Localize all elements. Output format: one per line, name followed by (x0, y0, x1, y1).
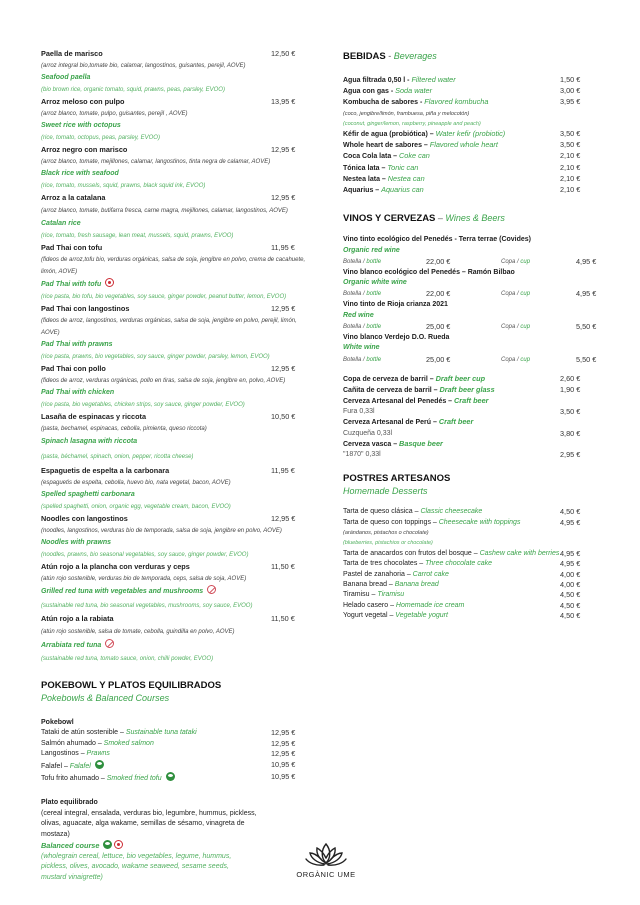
drink-name: Agua filtrada 0,50 l - (343, 77, 412, 84)
beer-sub-item (343, 407, 601, 417)
vegan-icon (166, 772, 175, 781)
cup-label-group (501, 354, 530, 366)
dessert-price: 4,50 € (560, 600, 581, 610)
dish-english-description: (rice, tomato, mussels, squid, prawns, black squid ink, EVOO) (41, 183, 206, 189)
dish-english-name: Black rice with seafood (41, 170, 119, 177)
cup-price: 5,50 € (576, 354, 597, 364)
cup-price: 5,50 € (576, 322, 597, 332)
beer-english-name: Craft beer (438, 417, 474, 427)
dish-name: Atún rojo a la plancha con verduras y ceps (41, 562, 190, 571)
dessert-english-name: Vegetable yogurt (395, 612, 448, 620)
plato-description: (cereal integral, ensalada, verduras bio, legumbre, hummus, pickless, olivas, aguacate, alga wakame, semillas de sésamo, vinagreta de mostaza) (41, 809, 257, 838)
dish-price: 12,95 € (271, 364, 296, 373)
dish-english-description: (pasta, béchamel, spinach, onion, pepper, ricotta cheese) (41, 454, 194, 460)
drink-price: 2,10 € (560, 162, 581, 172)
drink-price: 3,00 € (560, 86, 581, 96)
drink-price: 2,10 € (560, 185, 581, 195)
beer-item (343, 417, 601, 428)
section-subtitle: Wines & Beers (445, 213, 505, 224)
dish-price: 11,95 € (271, 243, 295, 252)
beer-sub-item (343, 429, 601, 439)
dish-price: 11,50 € (271, 562, 295, 571)
dish-description: (fideos de arroz,tofu bio, verduras orgánicas, salsa de soja, jengibre en polvo, crema de cacahuete, limón, AOVE) (41, 257, 306, 275)
beer-brand: Cuzqueña 0,33l (343, 429, 393, 437)
drink-english-name: Tonic can (387, 162, 419, 172)
dish-description: (atún rojo sostenible, salsa de tomate, cebolla, guindilla en polvo, AOVE) (41, 629, 235, 635)
dish-english-name-row (41, 585, 309, 599)
beer-price: 3,50 € (560, 407, 581, 417)
dish-name: Noodles con langostinos (41, 514, 128, 523)
item-english-name: Smoked fried tofu (106, 775, 162, 783)
section-title: POSTRES ARTESANOS (343, 473, 451, 485)
dish-noodles (41, 513, 309, 561)
pokebowl-item (41, 739, 309, 749)
dessert-item (343, 549, 601, 559)
drink-english-name: Flavored whole heart (429, 140, 498, 150)
dish-price: 12,95 € (271, 514, 296, 523)
dessert-english-name: Three chocolate cake (425, 560, 493, 568)
cup-label-en: cup (520, 356, 531, 363)
cup-label: Copa / (501, 291, 521, 298)
cup-label-group (501, 288, 530, 300)
dish-english-description: (rice pasta, bio tofu, bio vegetables, soy sauce, ginger powder, peanut butter, lemon, EVOO) (41, 294, 287, 300)
left-column (41, 48, 309, 883)
drink-price: 2,10 € (560, 151, 581, 161)
wine-english-name: Organic white wine (343, 279, 407, 287)
item-name: Falafel – (41, 762, 70, 770)
dessert-price: 4,50 € (560, 611, 581, 621)
drink-name: Nestea lata – (343, 175, 388, 183)
beer-name: Copa de cerveza de barril – (343, 375, 436, 383)
beer-price: 2,60 € (560, 373, 581, 383)
dish-english-description: (noodles, prawns, bio seasonal vegetables, soy sauce, ginger powder, EVOO) (41, 552, 249, 558)
dish-english-name: Spinach lasagna with riccota (41, 438, 138, 445)
dessert-description: (arándanos, pistachos o chocolate) (343, 530, 429, 537)
item-name: Salmón ahumado – (41, 739, 104, 747)
dessert-price: 4,95 € (560, 517, 581, 527)
plato-english-description: (wholegrain cereal, lettuce, bio vegetables, legume, hummus, pickless, olives, avocado, wakame seaweed, sesame seeds, mustard vinaigrette) (41, 853, 232, 881)
item-english-name: Prawns (86, 750, 110, 758)
wine-name: Vino tinto de Rioja crianza 2021 (343, 301, 448, 309)
dessert-item (343, 570, 601, 580)
logo-text: ORGÀNIC UME (296, 870, 356, 879)
drink-description: (coco, jengibre/limón, frambuesa, piña y melocotón) (343, 110, 470, 117)
wine-item (343, 268, 601, 301)
drink-item (343, 75, 601, 86)
dish-atun-rabiata (41, 613, 309, 665)
bottle-label-en: bottle (366, 356, 382, 363)
drink-item (343, 185, 601, 196)
cup-label-en: cup (520, 324, 531, 331)
dish-name: Pad Thai con langostinos (41, 304, 130, 313)
dish-arroz-negro (41, 144, 309, 192)
cup-label-en: cup (520, 258, 531, 265)
drink-name: Agua con gas - (343, 88, 396, 96)
dessert-name: Tarta de anacardos con frutos del bosque – (343, 549, 480, 557)
dessert-name: Banana bread – (343, 581, 395, 589)
item-english-name: Falafel (69, 762, 91, 770)
bottle-label-en: bottle (366, 324, 382, 331)
dish-english-description: (sustainable red tuna, bio seasonal vegetables, mushrooms, soy sauce, EVOO) (41, 603, 253, 609)
dish-paella-de-marisco (41, 48, 309, 96)
drink-english-description: (coconut, ginger/lemon, raspberry, pineapple and peach) (343, 120, 481, 127)
dish-pad-thai-pollo (41, 363, 309, 411)
item-name: Tataki de atún sostenible – (41, 729, 126, 737)
dish-english-name: Noodles with prawns (41, 539, 112, 546)
dish-description: (pasta, bechamel, espinacas, cebolla, pimienta, queso riccota) (41, 426, 207, 432)
dessert-english-description: (blueberries, pistachios or chocolate) (343, 540, 433, 547)
vegan-icon (95, 760, 104, 769)
beer-item (343, 374, 601, 385)
dessert-english-name: Carrot cake (412, 570, 449, 578)
cup-label-group (501, 256, 530, 268)
dessert-english-name: Cheesecake with toppings (438, 518, 521, 526)
cup-label: Copa / (501, 324, 521, 331)
bottle-label: Botella / (343, 356, 367, 363)
beer-sub-item (343, 450, 601, 460)
dish-english-name: Pad Thai with chicken (41, 389, 115, 396)
dessert-price: 4,95 € (560, 559, 581, 569)
drink-item (343, 140, 601, 151)
drink-english-name: Flavored kombucha (424, 97, 489, 107)
item-english-name: Sustainable tuna tataki (125, 729, 197, 737)
separator: – (435, 213, 446, 224)
dish-espaguetis (41, 465, 309, 513)
dessert-name: Helado casero – (343, 601, 396, 609)
beer-name: Cerveza Artesanal de Perú – (343, 419, 439, 427)
dessert-name: Pastel de zanahoria – (343, 570, 413, 578)
dish-name: Espaguetis de espelta a la carbonara (41, 466, 170, 475)
dish-english-description: (rice, tomato, octopus, peas, parsley, EVOO) (41, 135, 160, 141)
bebidas-section (343, 50, 601, 196)
section-title: BEBIDAS (343, 51, 386, 62)
dish-description: (arroz integral bio,tomate bio, calamar, langostinos, guisantes, perejil, AOVE) (41, 63, 246, 69)
dish-price: 11,95 € (271, 466, 295, 475)
bottle-label: Botella / (343, 258, 367, 265)
dessert-price: 4,95 € (560, 548, 581, 558)
pokebowl-section (41, 679, 309, 883)
wine-prices (343, 321, 601, 333)
restaurant-logo (290, 840, 362, 879)
pokebowl-item (41, 728, 309, 738)
dish-english-description: (rice pasta, prawns, bio vegetables, soy sauce, ginger powder, parsley, lemon, EVOO) (41, 354, 270, 360)
dish-english-description: (rice, tomato, fresh sausage, lean meat, mussels, squid, prawns, EVOO) (41, 233, 234, 239)
nut-allergen-icon (114, 840, 123, 849)
no-fishing-icon (105, 639, 114, 648)
nut-allergen-icon (105, 278, 114, 287)
dish-price: 12,95 € (271, 145, 296, 154)
drink-name: Aquarius – (343, 187, 382, 195)
drink-name: Kéfir de agua (probiótica) – (343, 131, 436, 139)
dish-name: Arroz negro con marisco (41, 145, 128, 154)
wine-english-name: White wine (343, 344, 380, 352)
vinos-section (343, 212, 601, 460)
dessert-item (343, 601, 601, 611)
dish-name: Pad Thai con tofu (41, 243, 103, 252)
drink-price: 3,95 € (560, 97, 581, 107)
section-title: VINOS Y CERVEZAS (343, 213, 436, 225)
drink-english-name: Filtered water (411, 75, 456, 84)
dish-english-name: Sweet rice with octopus (41, 122, 121, 129)
drink-item (343, 163, 601, 174)
drink-name: Tónica lata – (343, 164, 388, 172)
wine-name: Vino blanco Verdejo D.O. Rueda (343, 334, 450, 342)
dish-description: (fideos de arroz, langostinos, verduras orgánicas, salsa de soja, jengibre en polvo, perejil, limón, AOVE) (41, 318, 297, 336)
section-subtitle: Beverages (393, 51, 437, 61)
drink-english-name: Soda water (395, 86, 433, 96)
drink-price: 2,10 € (560, 173, 581, 183)
dish-english-name: Arrabiata red tuna (41, 642, 102, 649)
wine-item (343, 235, 601, 268)
dish-english-name: Seafood paella (41, 74, 91, 81)
dish-description: (espaguetis de espelta, cebolla, huevo bio, nata vegetal, bacon, AOVE) (41, 480, 231, 486)
bottle-price: 22,00 € (426, 289, 451, 299)
drink-english-name: Coke can (399, 151, 430, 161)
dish-name: Pad Thai con pollo (41, 364, 106, 373)
drink-item (343, 86, 601, 97)
beer-english-name: Craft beer (454, 396, 489, 406)
bottle-price: 25,00 € (426, 354, 451, 364)
cup-label: Copa / (501, 258, 521, 265)
beer-price: 3,80 € (560, 428, 581, 438)
bottle-label: Botella / (343, 291, 367, 298)
dish-english-description: (rice pasta, bio vegetables, chicken strips, soy sauce, ginger powder, EVOO) (41, 402, 245, 408)
dish-english-name-row (41, 278, 309, 291)
drink-english-name: Water kefir (probiotic) (435, 129, 506, 139)
beer-brand: Fura 0,33l (343, 408, 375, 416)
dessert-name: Tarta de queso clásica – (343, 508, 421, 516)
dish-english-description: (sustainable red tuna, tomato sauce, onion, chilli powder, EVOO) (41, 656, 214, 662)
drink-item (343, 151, 601, 162)
drink-name: Kombucha de sabores - (343, 99, 425, 107)
beer-price: 1,90 € (560, 384, 581, 394)
pokebowl-heading: Pokebowl (41, 719, 74, 726)
plato-english-name: Balanced course (41, 841, 100, 851)
dish-arroz-meloso (41, 96, 309, 144)
beer-english-name: Draft beer glass (439, 384, 495, 394)
plato-equilibrado (41, 798, 309, 883)
drink-item (343, 129, 601, 140)
dessert-price: 4,50 € (560, 590, 581, 600)
separator: - (385, 51, 394, 61)
dish-english-name: Catalan rice (41, 220, 81, 227)
dish-price: 12,95 € (271, 304, 296, 313)
dish-name: Lasaña de espinacas y riccota (41, 412, 147, 421)
dessert-name: Tarta de tres chocolates – (343, 560, 426, 568)
plato-english-row (41, 840, 309, 852)
bottle-label: Botella / (343, 324, 367, 331)
dish-english-description: (spelled spaghetti, onion, organic egg, vegetable cream, bacon, EVOO) (41, 504, 231, 510)
beer-english-name: Basque beer (399, 438, 443, 448)
section-subtitle: Pokebowls & Balanced Courses (41, 693, 170, 703)
cup-price: 4,95 € (576, 256, 597, 266)
beer-name: Cañita de cerveza de barril – (343, 386, 440, 394)
beer-brand: "1870" 0,33l (343, 451, 381, 459)
dish-name: Atún rojo a la rabiata (41, 614, 114, 623)
dish-english-description: (bio brown rice, organic tomato, squid, prawns, peas, parsley, EVOO) (41, 87, 225, 93)
dessert-price: 4,00 € (560, 580, 581, 590)
plato-heading: Plato equilibrado (41, 799, 98, 807)
beer-price: 2,95 € (560, 450, 581, 460)
lotus-icon (304, 840, 348, 868)
vegan-icon (103, 840, 112, 849)
dessert-item (343, 590, 601, 600)
wine-prices (343, 354, 601, 366)
drink-price: 3,50 € (560, 140, 581, 150)
dish-price: 12,50 € (271, 49, 296, 58)
wine-name: Vino tinto ecológico del Penedés - Terra terrae (Covides) (343, 236, 532, 244)
drink-price: 3,50 € (560, 129, 581, 139)
drink-english-name: Nestea can (387, 173, 425, 183)
drink-price: 1,50 € (560, 75, 581, 84)
dish-description: (arroz blanco, tomate, butifarra fresca, carne magra, mejillones, calamar, langostinos, AOVE) (41, 208, 288, 214)
dessert-item (343, 580, 601, 590)
dessert-english-name: Classic cheesecake (420, 508, 483, 516)
beer-english-name: Draft beer cup (435, 373, 486, 383)
item-name: Tofu frito ahumado – (41, 775, 107, 783)
dish-description: (arroz blanco, tomate, mejillones, calamar, langostinos, tinta negra de calamar, AOVE) (41, 159, 271, 165)
bottle-label-en: bottle (366, 258, 382, 265)
dish-price: 13,95 € (271, 97, 296, 106)
right-column (343, 50, 601, 622)
cup-price: 4,95 € (576, 289, 597, 299)
item-price: 12,95 € (271, 738, 296, 748)
wine-english-name: Red wine (343, 311, 374, 319)
wine-item (343, 333, 601, 366)
dish-pad-thai-tofu (41, 242, 309, 303)
item-price: 12,95 € (271, 749, 296, 759)
dish-english-name: Grilled red tuna with vegetables and mushrooms (41, 588, 204, 595)
dish-price: 12,95 € (271, 193, 296, 202)
drink-item (343, 174, 601, 185)
dish-price: 10,50 € (271, 412, 296, 421)
item-english-name: Smoked salmon (103, 739, 154, 747)
dish-lasana (41, 411, 309, 465)
drink-name: Coca Cola lata – (343, 153, 400, 161)
dish-description: (fideos de arroz, verduras orgánicas, pollo en tiras, salsa de soja, jengibre en, polvo, AOVE) (41, 378, 286, 384)
wine-prices (343, 288, 601, 300)
dessert-price: 4,00 € (560, 569, 581, 579)
dessert-item (343, 518, 601, 528)
item-price: 12,95 € (271, 728, 296, 738)
dessert-name: Tiramisu – (343, 591, 378, 599)
bottle-price: 25,00 € (426, 322, 451, 332)
dessert-english-name: Banana bread (394, 581, 439, 589)
section-title-row (343, 212, 601, 225)
dish-english-name: Pad Thai with tofu (41, 281, 102, 288)
dessert-name: Tarta de queso con toppings – (343, 518, 439, 526)
cup-label-en: cup (520, 291, 531, 298)
beer-item (343, 396, 601, 407)
dessert-name: Yogurt vegetal – (343, 612, 396, 620)
dessert-price: 4,50 € (560, 507, 581, 517)
bottle-label-en: bottle (366, 291, 382, 298)
dish-pad-thai-langostinos (41, 303, 309, 363)
beer-item (343, 439, 601, 450)
dish-arroz-catalana (41, 192, 309, 242)
beer-name: Cerveza Artesanal del Penedés – (343, 398, 455, 406)
section-title: POKEBOWL Y PLATOS EQUILIBRADOS (41, 680, 222, 691)
dish-description: (arroz blanco, tomate, pulpo, guisantes, perejil , AOVE) (41, 111, 188, 117)
dessert-item (343, 611, 601, 621)
item-price: 10,95 € (271, 772, 296, 782)
dish-name: Arroz meloso con pulpo (41, 97, 125, 106)
cup-label-group (501, 321, 530, 333)
dessert-english-name: Cashew cake with berries (479, 549, 560, 557)
cup-label: Copa / (501, 356, 521, 363)
dish-description: (noodles, langostinos, verduras bio de temporada, salsa de soja, jengibre en polvo, AOVE) (41, 528, 282, 534)
wine-prices (343, 256, 601, 268)
pokebowl-item (41, 760, 309, 772)
dessert-item (343, 507, 601, 517)
wine-name: Vino blanco ecológico del Penedés – Ramón Bilbao (343, 268, 515, 276)
beer-name: Cerveza vasca – (343, 440, 400, 448)
bottle-price: 22,00 € (426, 256, 451, 266)
no-fishing-icon (207, 585, 216, 594)
wine-english-name: Organic red wine (343, 246, 400, 254)
dish-description: (atún rojo sostenible, verduras bio de temporada, ceps, salsa de soja, AOVE) (41, 576, 247, 582)
dish-name: Paella de marisco (41, 49, 103, 58)
pokebowl-item (41, 772, 309, 784)
beer-item (343, 385, 601, 396)
drink-item (343, 97, 601, 108)
item-name: Langostinos – (41, 750, 87, 758)
dish-english-name: Spelled spaghetti carbonara (41, 491, 135, 498)
wine-item (343, 300, 601, 333)
dish-atun-plancha (41, 561, 309, 613)
pokebowl-item (41, 749, 309, 759)
drink-name: Whole heart de sabores – (343, 142, 430, 150)
postres-section (343, 472, 601, 621)
section-title-row (343, 50, 601, 63)
dessert-english-name: Homemade ice cream (395, 601, 465, 609)
dish-english-name: Pad Thai with prawns (41, 341, 113, 348)
dessert-item (343, 559, 601, 569)
drink-english-name: Aquarius can (381, 185, 424, 195)
section-subtitle: Homemade Desserts (343, 486, 428, 497)
dish-name: Arroz a la catalana (41, 193, 106, 202)
dish-price: 11,50 € (271, 614, 295, 623)
dessert-english-name: Tiramisu (377, 591, 405, 599)
dish-english-name-row (41, 639, 309, 653)
item-price: 10,95 € (271, 759, 296, 769)
